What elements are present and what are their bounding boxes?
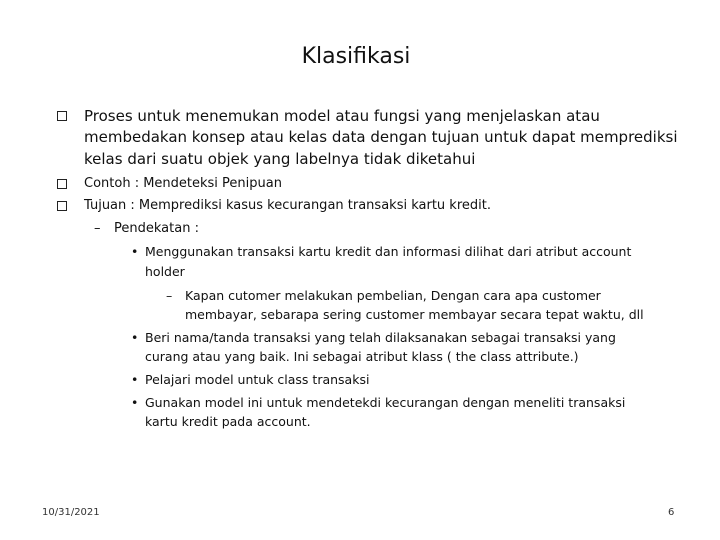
point-2-line-1: Beri nama/tanda transaksi yang telah dilaksanakan sebagai transaksi yang <box>145 330 616 345</box>
point-1-sub-line-2: membayar, sebarapa sering customer membayar secara tepat waktu, dll <box>185 307 644 322</box>
dot-marker: • <box>131 244 139 259</box>
checkbox-bullet-icon <box>57 111 67 121</box>
point-2-line-2: curang atau yang baik. Ini sebagai atribut klass ( the class attribute.) <box>145 349 579 364</box>
point-4-line-1: Gunakan model ini untuk mendetekdi kecurangan dengan meneliti transaksi <box>145 395 626 410</box>
page-number: 6 <box>668 507 675 518</box>
sub-heading-pendekatan: Pendekatan : <box>114 221 199 236</box>
point-1-line-1: Menggunakan transaksi kartu kredit dan informasi dilihat dari atribut account <box>145 244 632 259</box>
dot-marker: • <box>131 395 139 410</box>
dash-marker: – <box>94 221 101 236</box>
bullet-1-line-3: kelas dari suatu objek yang labelnya tidak diketahui <box>84 150 476 168</box>
dash-marker: – <box>166 288 173 303</box>
bullet-2-text: Contoh : Mendeteksi Penipuan <box>84 176 282 191</box>
point-3-text: Pelajari model untuk class transaksi <box>145 372 370 387</box>
point-1-sub-line-1: Kapan cutomer melakukan pembelian, Dengan cara apa customer <box>185 288 601 303</box>
checkbox-bullet-icon <box>57 179 67 189</box>
footer-date: 10/31/2021 <box>42 507 100 518</box>
checkbox-bullet-icon <box>57 201 67 211</box>
bullet-1-line-2: membedakan konsep atau kelas data dengan tujuan untuk dapat memprediksi <box>84 128 678 146</box>
dot-marker: • <box>131 330 139 345</box>
point-1-line-2: holder <box>145 264 185 279</box>
dot-marker: • <box>131 372 139 387</box>
bullet-1-line-1: Proses untuk menemukan model atau fungsi yang menjelaskan atau <box>84 107 600 125</box>
bullet-3-text: Tujuan : Memprediksi kasus kecurangan transaksi kartu kredit. <box>84 198 491 213</box>
point-4-line-2: kartu kredit pada account. <box>145 414 311 429</box>
slide-title: Klasifikasi <box>301 44 411 69</box>
